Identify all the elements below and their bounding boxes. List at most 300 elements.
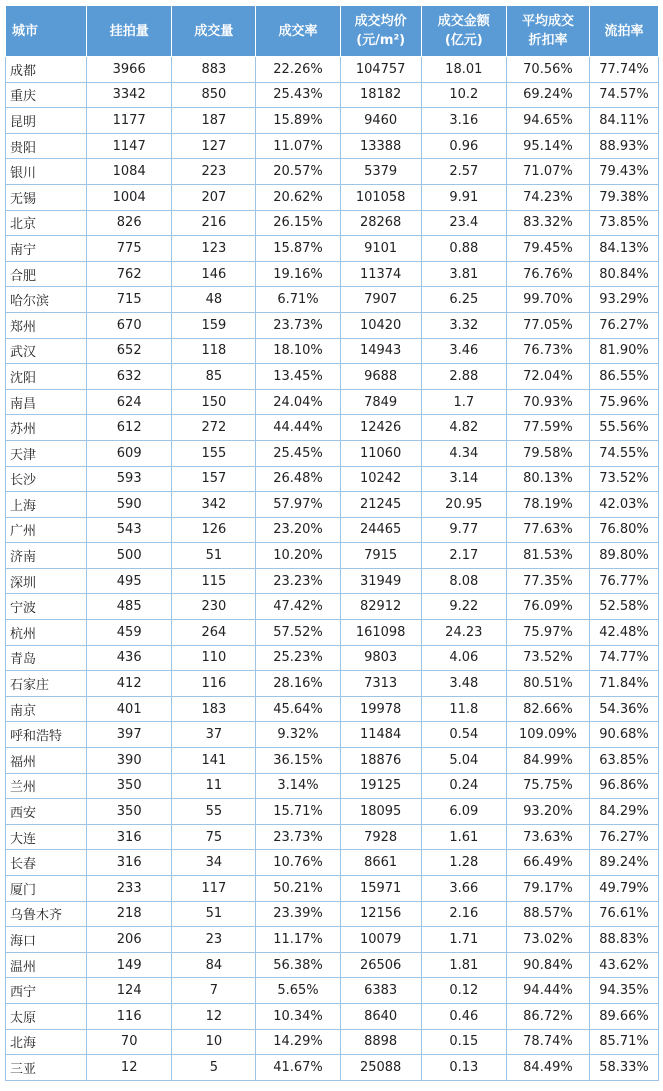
table-cell: 72.04% xyxy=(506,364,589,390)
column-header-6 xyxy=(506,6,589,57)
table-cell: 272 xyxy=(172,415,256,441)
table-cell: 0.15 xyxy=(421,1029,506,1055)
table-cell: 90.68% xyxy=(590,722,659,748)
city-cell: 郑州 xyxy=(6,312,87,338)
table-cell: 0.13 xyxy=(421,1055,506,1081)
table-cell: 86.55% xyxy=(590,364,659,390)
table-cell: 84.11% xyxy=(590,108,659,134)
city-cell: 青岛 xyxy=(6,645,87,671)
city-cell: 长春 xyxy=(6,850,87,876)
table-cell: 77.05% xyxy=(506,312,589,338)
table-cell: 775 xyxy=(87,236,172,262)
table-cell: 75 xyxy=(172,824,256,850)
table-cell: 15.71% xyxy=(256,799,340,825)
table-cell: 85.71% xyxy=(590,1029,659,1055)
table-cell: 20.95 xyxy=(421,492,506,518)
table-cell: 155 xyxy=(172,440,256,466)
column-header-1 xyxy=(87,6,172,57)
table-cell: 34 xyxy=(172,850,256,876)
table-cell: 81.53% xyxy=(506,543,589,569)
table-cell: 1.61 xyxy=(421,824,506,850)
table-cell: 9.22 xyxy=(421,594,506,620)
table-cell: 31949 xyxy=(340,568,421,594)
table-cell: 127 xyxy=(172,133,256,159)
table-cell: 206 xyxy=(87,927,172,953)
table-row xyxy=(6,389,659,415)
column-header-2 xyxy=(172,6,256,57)
table-cell: 57.97% xyxy=(256,492,340,518)
table-cell: 2.16 xyxy=(421,901,506,927)
table-cell: 624 xyxy=(87,389,172,415)
table-cell: 0.96 xyxy=(421,133,506,159)
table-cell: 159 xyxy=(172,312,256,338)
table-cell: 80.84% xyxy=(590,261,659,287)
table-cell: 41.67% xyxy=(256,1055,340,1081)
table-cell: 264 xyxy=(172,620,256,646)
column-header-line1: 城市 xyxy=(12,23,39,39)
table-row xyxy=(6,364,659,390)
table-cell: 23.39% xyxy=(256,901,340,927)
table-cell: 1084 xyxy=(87,159,172,185)
table-cell: 6383 xyxy=(340,978,421,1004)
table-row xyxy=(6,799,659,825)
table-cell: 76.27% xyxy=(590,824,659,850)
table-cell: 76.61% xyxy=(590,901,659,927)
table-body xyxy=(6,57,659,1081)
table-cell: 89.24% xyxy=(590,850,659,876)
table-cell: 1004 xyxy=(87,184,172,210)
table-cell: 593 xyxy=(87,466,172,492)
table-cell: 9688 xyxy=(340,364,421,390)
table-cell: 23.73% xyxy=(256,312,340,338)
table-row xyxy=(6,517,659,543)
table-cell: 19.16% xyxy=(256,261,340,287)
city-cell: 天津 xyxy=(6,440,87,466)
table-cell: 70.93% xyxy=(506,389,589,415)
table-cell: 590 xyxy=(87,492,172,518)
table-cell: 110 xyxy=(172,645,256,671)
table-cell: 5.04 xyxy=(421,748,506,774)
table-cell: 66.49% xyxy=(506,850,589,876)
table-cell: 316 xyxy=(87,824,172,850)
table-row xyxy=(6,338,659,364)
table-cell: 24465 xyxy=(340,517,421,543)
table-cell: 90.84% xyxy=(506,952,589,978)
table-cell: 73.85% xyxy=(590,210,659,236)
table-cell: 75.75% xyxy=(506,773,589,799)
table-cell: 2.88 xyxy=(421,364,506,390)
table-cell: 10.20% xyxy=(256,543,340,569)
table-cell: 80.51% xyxy=(506,671,589,697)
table-row xyxy=(6,722,659,748)
table-row xyxy=(6,978,659,1004)
table-cell: 18.10% xyxy=(256,338,340,364)
city-auction-table-wrapper xyxy=(5,5,659,1081)
table-cell: 82912 xyxy=(340,594,421,620)
table-cell: 0.54 xyxy=(421,722,506,748)
table-cell: 76.09% xyxy=(506,594,589,620)
table-cell: 77.63% xyxy=(506,517,589,543)
table-row xyxy=(6,876,659,902)
city-cell: 海口 xyxy=(6,927,87,953)
table-row xyxy=(6,645,659,671)
table-cell: 3.48 xyxy=(421,671,506,697)
table-cell: 8.08 xyxy=(421,568,506,594)
table-row xyxy=(6,1029,659,1055)
table-cell: 10079 xyxy=(340,927,421,953)
city-cell: 广州 xyxy=(6,517,87,543)
table-cell: 80.13% xyxy=(506,466,589,492)
table-cell: 412 xyxy=(87,671,172,697)
table-cell: 715 xyxy=(87,287,172,313)
column-header-line1: 成交金额 xyxy=(437,14,490,29)
table-cell: 342 xyxy=(172,492,256,518)
table-row xyxy=(6,108,659,134)
city-cell: 济南 xyxy=(6,543,87,569)
table-cell: 54.36% xyxy=(590,696,659,722)
table-row xyxy=(6,492,659,518)
table-cell: 79.17% xyxy=(506,876,589,902)
table-cell: 150 xyxy=(172,389,256,415)
table-cell: 4.06 xyxy=(421,645,506,671)
table-cell: 11.17% xyxy=(256,927,340,953)
table-row xyxy=(6,466,659,492)
table-cell: 9803 xyxy=(340,645,421,671)
table-row xyxy=(6,850,659,876)
table-cell: 23.20% xyxy=(256,517,340,543)
city-cell: 乌鲁木齐 xyxy=(6,901,87,927)
table-row xyxy=(6,748,659,774)
table-cell: 9.91 xyxy=(421,184,506,210)
table-cell: 116 xyxy=(172,671,256,697)
table-cell: 146 xyxy=(172,261,256,287)
table-cell: 10242 xyxy=(340,466,421,492)
table-row xyxy=(6,159,659,185)
table-cell: 12156 xyxy=(340,901,421,927)
table-cell: 9.77 xyxy=(421,517,506,543)
city-auction-table xyxy=(5,5,659,1081)
table-cell: 652 xyxy=(87,338,172,364)
table-cell: 71.07% xyxy=(506,159,589,185)
table-cell: 18.01 xyxy=(421,57,506,83)
table-cell: 1177 xyxy=(87,108,172,134)
table-cell: 2.57 xyxy=(421,159,506,185)
table-cell: 85 xyxy=(172,364,256,390)
table-cell: 124 xyxy=(87,978,172,1004)
table-cell: 8898 xyxy=(340,1029,421,1055)
table-cell: 82.66% xyxy=(506,696,589,722)
city-cell: 呼和浩特 xyxy=(6,722,87,748)
city-cell: 三亚 xyxy=(6,1055,87,1081)
column-header-line1: 流拍率 xyxy=(604,23,644,39)
table-cell: 230 xyxy=(172,594,256,620)
table-cell: 45.64% xyxy=(256,696,340,722)
table-cell: 10.76% xyxy=(256,850,340,876)
table-cell: 84.49% xyxy=(506,1055,589,1081)
table-cell: 70.56% xyxy=(506,57,589,83)
table-cell: 84.13% xyxy=(590,236,659,262)
city-cell: 北京 xyxy=(6,210,87,236)
table-cell: 762 xyxy=(87,261,172,287)
table-cell: 12426 xyxy=(340,415,421,441)
table-cell: 23.4 xyxy=(421,210,506,236)
table-cell: 28268 xyxy=(340,210,421,236)
city-cell: 福州 xyxy=(6,748,87,774)
table-row xyxy=(6,543,659,569)
table-cell: 48 xyxy=(172,287,256,313)
table-cell: 57.52% xyxy=(256,620,340,646)
table-cell: 86.72% xyxy=(506,1003,589,1029)
table-cell: 78.19% xyxy=(506,492,589,518)
table-cell: 0.12 xyxy=(421,978,506,1004)
table-cell: 88.93% xyxy=(590,133,659,159)
table-cell: 23.23% xyxy=(256,568,340,594)
table-cell: 1147 xyxy=(87,133,172,159)
table-cell: 350 xyxy=(87,799,172,825)
table-cell: 117 xyxy=(172,876,256,902)
city-cell: 贵阳 xyxy=(6,133,87,159)
table-row xyxy=(6,824,659,850)
table-cell: 118 xyxy=(172,338,256,364)
table-cell: 94.65% xyxy=(506,108,589,134)
table-cell: 89.80% xyxy=(590,543,659,569)
table-row xyxy=(6,57,659,83)
table-cell: 14943 xyxy=(340,338,421,364)
table-cell: 47.42% xyxy=(256,594,340,620)
table-cell: 101058 xyxy=(340,184,421,210)
table-row xyxy=(6,1055,659,1081)
table-cell: 3.46 xyxy=(421,338,506,364)
table-cell: 2.17 xyxy=(421,543,506,569)
table-cell: 436 xyxy=(87,645,172,671)
table-cell: 11484 xyxy=(340,722,421,748)
table-cell: 223 xyxy=(172,159,256,185)
table-row xyxy=(6,568,659,594)
table-cell: 43.62% xyxy=(590,952,659,978)
table-row xyxy=(6,261,659,287)
column-header-3 xyxy=(256,6,340,57)
table-cell: 161098 xyxy=(340,620,421,646)
table-cell: 20.57% xyxy=(256,159,340,185)
table-cell: 19978 xyxy=(340,696,421,722)
table-cell: 6.25 xyxy=(421,287,506,313)
city-cell: 南宁 xyxy=(6,236,87,262)
table-cell: 4.34 xyxy=(421,440,506,466)
table-cell: 11374 xyxy=(340,261,421,287)
table-cell: 42.03% xyxy=(590,492,659,518)
table-cell: 23.73% xyxy=(256,824,340,850)
column-header-5 xyxy=(421,6,506,57)
city-cell: 大连 xyxy=(6,824,87,850)
table-cell: 1.7 xyxy=(421,389,506,415)
table-cell: 44.44% xyxy=(256,415,340,441)
table-cell: 390 xyxy=(87,748,172,774)
table-cell: 126 xyxy=(172,517,256,543)
table-cell: 93.29% xyxy=(590,287,659,313)
table-cell: 7 xyxy=(172,978,256,1004)
table-cell: 115 xyxy=(172,568,256,594)
table-cell: 3.14 xyxy=(421,466,506,492)
table-cell: 79.43% xyxy=(590,159,659,185)
table-cell: 24.04% xyxy=(256,389,340,415)
table-cell: 7313 xyxy=(340,671,421,697)
table-cell: 13.45% xyxy=(256,364,340,390)
table-cell: 79.58% xyxy=(506,440,589,466)
table-cell: 15971 xyxy=(340,876,421,902)
column-header-line2: (元/m²) xyxy=(356,33,406,48)
table-cell: 9101 xyxy=(340,236,421,262)
table-row xyxy=(6,901,659,927)
table-cell: 20.62% xyxy=(256,184,340,210)
table-row xyxy=(6,312,659,338)
table-row xyxy=(6,594,659,620)
table-cell: 495 xyxy=(87,568,172,594)
table-cell: 83.32% xyxy=(506,210,589,236)
table-cell: 74.23% xyxy=(506,184,589,210)
table-cell: 216 xyxy=(172,210,256,236)
table-cell: 84 xyxy=(172,952,256,978)
city-cell: 南京 xyxy=(6,696,87,722)
table-cell: 3.81 xyxy=(421,261,506,287)
column-header-line1: 成交量 xyxy=(194,23,234,39)
city-cell: 兰州 xyxy=(6,773,87,799)
table-cell: 73.63% xyxy=(506,824,589,850)
table-cell: 612 xyxy=(87,415,172,441)
city-cell: 武汉 xyxy=(6,338,87,364)
table-cell: 8661 xyxy=(340,850,421,876)
table-cell: 74.77% xyxy=(590,645,659,671)
table-cell: 79.45% xyxy=(506,236,589,262)
table-cell: 0.24 xyxy=(421,773,506,799)
column-header-line2: (亿元) xyxy=(444,33,483,48)
table-cell: 63.85% xyxy=(590,748,659,774)
column-header-line2: 折扣率 xyxy=(528,33,568,48)
table-row xyxy=(6,440,659,466)
table-cell: 157 xyxy=(172,466,256,492)
table-cell: 5 xyxy=(172,1055,256,1081)
table-cell: 24.23 xyxy=(421,620,506,646)
table-cell: 8640 xyxy=(340,1003,421,1029)
table-cell: 36.15% xyxy=(256,748,340,774)
table-cell: 77.35% xyxy=(506,568,589,594)
table-cell: 11.8 xyxy=(421,696,506,722)
table-cell: 670 xyxy=(87,312,172,338)
table-cell: 73.52% xyxy=(506,645,589,671)
table-cell: 183 xyxy=(172,696,256,722)
table-cell: 49.79% xyxy=(590,876,659,902)
table-cell: 883 xyxy=(172,57,256,83)
table-cell: 25.23% xyxy=(256,645,340,671)
table-cell: 52.58% xyxy=(590,594,659,620)
table-cell: 7915 xyxy=(340,543,421,569)
table-cell: 6.71% xyxy=(256,287,340,313)
table-cell: 233 xyxy=(87,876,172,902)
city-cell: 石家庄 xyxy=(6,671,87,697)
table-row xyxy=(6,133,659,159)
table-cell: 7849 xyxy=(340,389,421,415)
table-cell: 13388 xyxy=(340,133,421,159)
table-cell: 77.74% xyxy=(590,57,659,83)
city-cell: 西宁 xyxy=(6,978,87,1004)
table-cell: 316 xyxy=(87,850,172,876)
table-cell: 74.57% xyxy=(590,82,659,108)
city-cell: 宁波 xyxy=(6,594,87,620)
table-cell: 3966 xyxy=(87,57,172,83)
table-cell: 26506 xyxy=(340,952,421,978)
header-row xyxy=(6,6,659,57)
table-cell: 74.55% xyxy=(590,440,659,466)
table-cell: 69.24% xyxy=(506,82,589,108)
table-cell: 23 xyxy=(172,927,256,953)
table-cell: 15.87% xyxy=(256,236,340,262)
city-cell: 长沙 xyxy=(6,466,87,492)
table-cell: 51 xyxy=(172,543,256,569)
city-cell: 重庆 xyxy=(6,82,87,108)
table-cell: 0.46 xyxy=(421,1003,506,1029)
column-header-line1: 成交均价 xyxy=(354,14,407,29)
table-cell: 3.32 xyxy=(421,312,506,338)
table-row xyxy=(6,236,659,262)
city-cell: 哈尔滨 xyxy=(6,287,87,313)
table-cell: 76.80% xyxy=(590,517,659,543)
table-cell: 42.48% xyxy=(590,620,659,646)
table-cell: 95.14% xyxy=(506,133,589,159)
table-cell: 76.27% xyxy=(590,312,659,338)
table-cell: 75.96% xyxy=(590,389,659,415)
column-header-line1: 挂拍量 xyxy=(109,23,149,39)
table-cell: 71.84% xyxy=(590,671,659,697)
table-cell: 55 xyxy=(172,799,256,825)
table-row xyxy=(6,184,659,210)
column-header-line1: 成交率 xyxy=(278,23,318,39)
table-row xyxy=(6,620,659,646)
table-cell: 25088 xyxy=(340,1055,421,1081)
table-cell: 76.77% xyxy=(590,568,659,594)
table-cell: 25.43% xyxy=(256,82,340,108)
table-cell: 73.52% xyxy=(590,466,659,492)
table-cell: 88.57% xyxy=(506,901,589,927)
table-cell: 11060 xyxy=(340,440,421,466)
table-cell: 18182 xyxy=(340,82,421,108)
table-cell: 96.86% xyxy=(590,773,659,799)
table-row xyxy=(6,210,659,236)
table-cell: 459 xyxy=(87,620,172,646)
table-cell: 609 xyxy=(87,440,172,466)
table-cell: 84.99% xyxy=(506,748,589,774)
city-cell: 深圳 xyxy=(6,568,87,594)
table-cell: 88.83% xyxy=(590,927,659,953)
city-cell: 厦门 xyxy=(6,876,87,902)
table-cell: 632 xyxy=(87,364,172,390)
table-cell: 79.38% xyxy=(590,184,659,210)
table-cell: 3.16 xyxy=(421,108,506,134)
city-cell: 西安 xyxy=(6,799,87,825)
table-cell: 12 xyxy=(87,1055,172,1081)
table-cell: 485 xyxy=(87,594,172,620)
city-cell: 北海 xyxy=(6,1029,87,1055)
table-cell: 56.38% xyxy=(256,952,340,978)
column-header-4 xyxy=(340,6,421,57)
city-cell: 无锡 xyxy=(6,184,87,210)
city-cell: 银川 xyxy=(6,159,87,185)
table-cell: 70 xyxy=(87,1029,172,1055)
table-row xyxy=(6,927,659,953)
table-cell: 58.33% xyxy=(590,1055,659,1081)
table-cell: 93.20% xyxy=(506,799,589,825)
city-cell: 杭州 xyxy=(6,620,87,646)
table-cell: 78.74% xyxy=(506,1029,589,1055)
table-row xyxy=(6,952,659,978)
